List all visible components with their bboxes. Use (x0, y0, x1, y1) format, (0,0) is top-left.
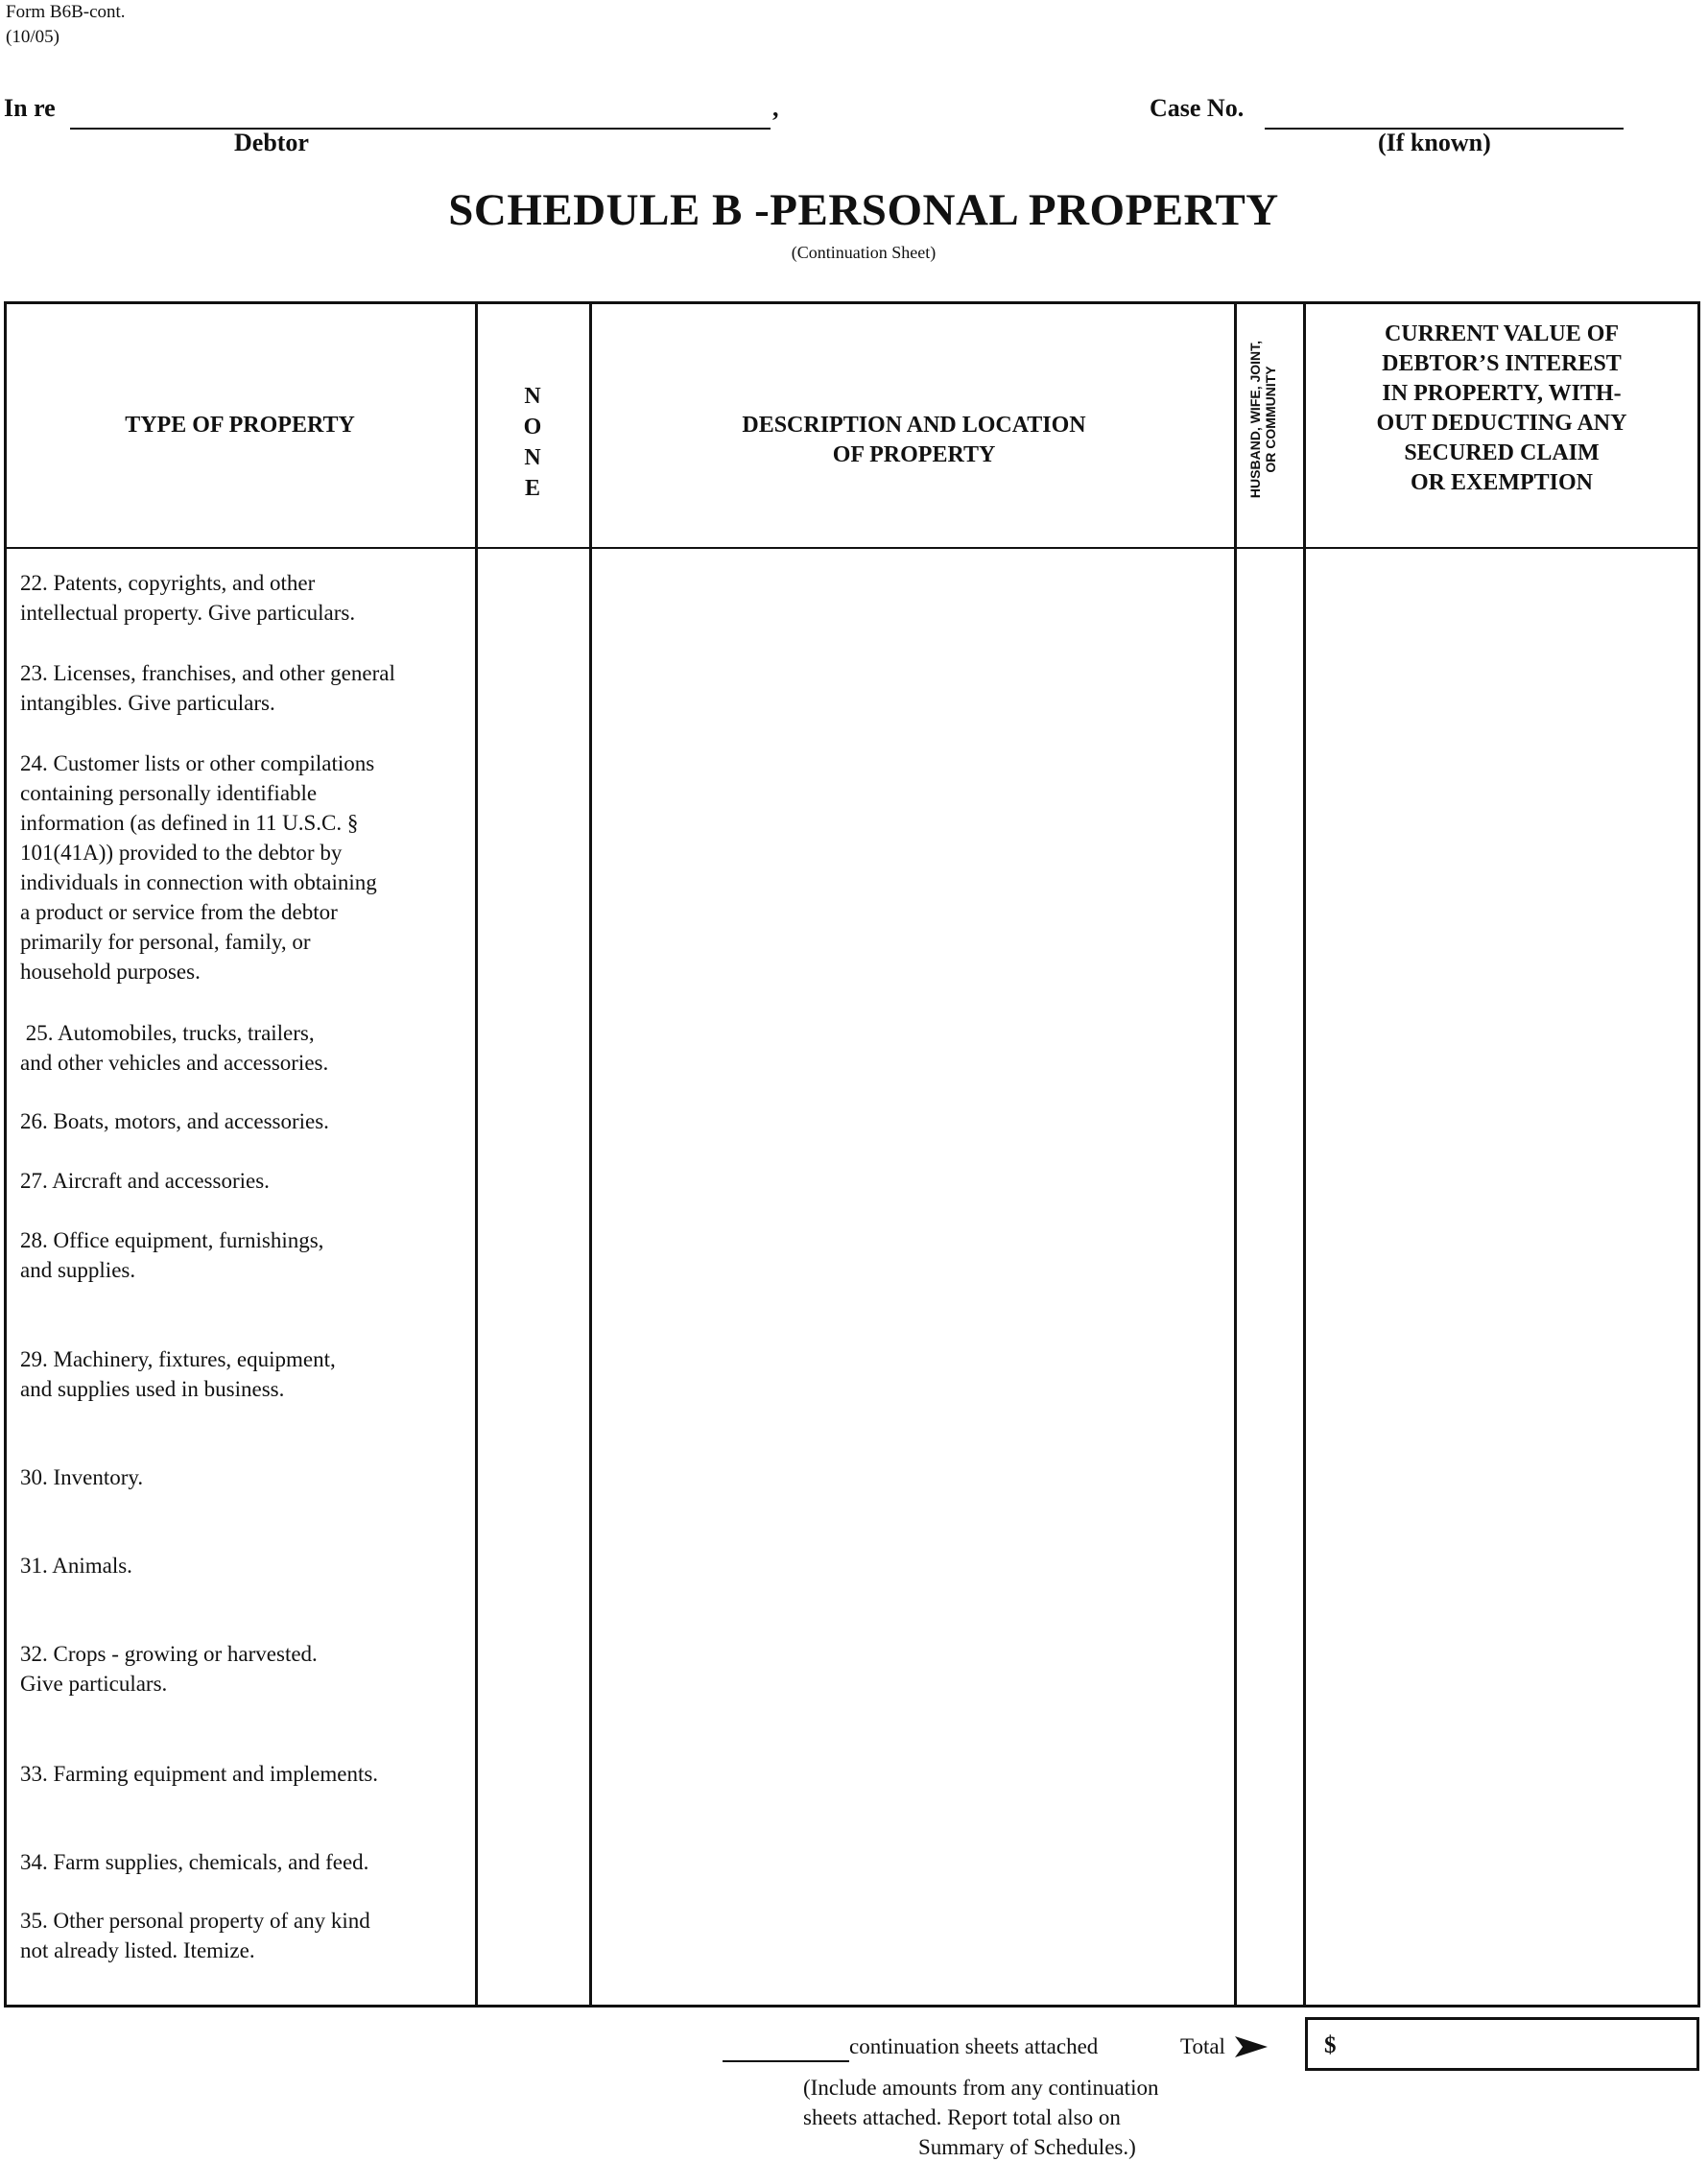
continuation-count-field[interactable] (723, 2060, 849, 2062)
none-letter: N (524, 445, 541, 470)
item-line: containing personally identifiable (20, 781, 318, 805)
note-line: Summary of Schedules.) (918, 2135, 1136, 2159)
in-re-comma: , (772, 94, 779, 122)
note-line: (Include amounts from any continuation (803, 2076, 1159, 2100)
form-revision: (10/05) (6, 27, 59, 47)
item-line: 26. Boats, motors, and accessories. (20, 1109, 329, 1133)
property-item-33 (20, 1759, 471, 1789)
item-line: 31. Animals. (20, 1554, 132, 1578)
item-line: and supplies used in business. (20, 1377, 285, 1401)
item-line: not already listed. Itemize. (20, 1938, 255, 1962)
property-item-30 (20, 1462, 471, 1492)
item-line: Give particulars. (20, 1672, 168, 1696)
header-line: OR EXEMPTION (1410, 470, 1593, 495)
header-line: HUSBAND, WIFE, JOINT, (1247, 340, 1263, 499)
item-line: primarily for personal, family, or (20, 930, 311, 954)
item-line: 23. Licenses, franchises, and other general (20, 661, 395, 685)
item-line: intellectual property. Give particulars. (20, 601, 356, 625)
property-item-25 (20, 1018, 471, 1078)
item-line: 30. Inventory. (20, 1465, 144, 1489)
item-line: individuals in connection with obtaining (20, 870, 377, 894)
item-line: 101(41A)) provided to the debtor by (20, 841, 343, 865)
column-divider-none (589, 301, 592, 2008)
header-line: DEBTOR’S INTEREST (1382, 351, 1622, 376)
column-divider-hw (1303, 301, 1306, 2008)
case-no-label: Case No. (1150, 94, 1245, 122)
item-line: 27. Aircraft and accessories. (20, 1169, 270, 1193)
debtor-label: Debtor (234, 129, 309, 156)
item-line: 24. Customer lists or other compilations (20, 751, 375, 775)
item-line: a product or service from the debtor (20, 900, 338, 924)
property-item-27 (20, 1166, 471, 1196)
column-header-husband-wife (1245, 323, 1281, 515)
total-note (803, 2073, 1216, 2162)
property-item-29 (20, 1344, 471, 1404)
continuation-sheets-label: continuation sheets attached (849, 2034, 1099, 2058)
column-header-type: TYPE OF PROPERTY (125, 413, 355, 438)
column-divider-type (475, 301, 478, 2008)
item-line: 22. Patents, copyrights, and other (20, 571, 316, 595)
form-id (6, 0, 126, 50)
item-line: 33. Farming equipment and implements. (20, 1762, 379, 1786)
none-letter: E (524, 476, 540, 501)
header-line: OF PROPERTY (832, 442, 996, 467)
form-number: Form B6B-cont. (6, 2, 126, 22)
in-re-label: In re (4, 94, 56, 122)
none-letter: O (523, 415, 542, 440)
item-line: and supplies. (20, 1258, 136, 1282)
total-value-field[interactable] (1305, 2017, 1699, 2071)
header-line: OUT DEDUCTING ANY (1376, 411, 1627, 436)
item-line: 25. Automobiles, trucks, trailers, (20, 1021, 315, 1045)
column-header-description (595, 411, 1233, 470)
debtor-name-field[interactable] (70, 128, 771, 130)
arrow-right-icon (1235, 2034, 1268, 2064)
item-line: information (as defined in 11 U.S.C. § (20, 811, 359, 835)
none-letter: N (524, 384, 541, 409)
property-item-24 (20, 748, 471, 986)
header-line: IN PROPERTY, WITH- (1382, 381, 1622, 406)
column-header-none (477, 381, 588, 504)
item-line: household purposes. (20, 960, 201, 984)
item-line: intangibles. Give particulars. (20, 691, 275, 715)
property-item-32 (20, 1639, 471, 1699)
dollar-sign: $ (1324, 2032, 1337, 2058)
item-line: 35. Other personal property of any kind (20, 1909, 370, 1933)
header-divider (4, 547, 1700, 549)
property-item-31 (20, 1551, 471, 1580)
total-label: Total (1180, 2034, 1225, 2058)
item-line: 32. Crops - growing or harvested. (20, 1642, 318, 1666)
property-item-35 (20, 1906, 471, 1965)
header-line: DESCRIPTION AND LOCATION (742, 413, 1086, 438)
header-line: CURRENT VALUE OF (1384, 321, 1620, 346)
if-known-label: (If known) (1378, 129, 1491, 156)
property-item-26 (20, 1106, 471, 1136)
property-table (4, 301, 1700, 2008)
property-item-22 (20, 568, 471, 628)
item-line: 34. Farm supplies, chemicals, and feed. (20, 1850, 369, 1874)
item-line: 28. Office equipment, furnishings, (20, 1228, 324, 1252)
item-line: and other vehicles and accessories. (20, 1051, 329, 1075)
property-item-28 (20, 1225, 471, 1285)
note-line: sheets attached. Report total also on (803, 2105, 1121, 2129)
page-title: SCHEDULE B -PERSONAL PROPERTY (448, 185, 1279, 235)
header-line: OR COMMUNITY (1263, 366, 1278, 473)
property-item-34 (20, 1847, 471, 1877)
header-line: SECURED CLAIM (1404, 440, 1600, 465)
column-header-current-value (1310, 320, 1694, 498)
page-subtitle: (Continuation Sheet) (791, 243, 937, 262)
column-divider-description (1234, 301, 1237, 2008)
property-item-23 (20, 658, 471, 718)
item-line: 29. Machinery, fixtures, equipment, (20, 1347, 336, 1371)
